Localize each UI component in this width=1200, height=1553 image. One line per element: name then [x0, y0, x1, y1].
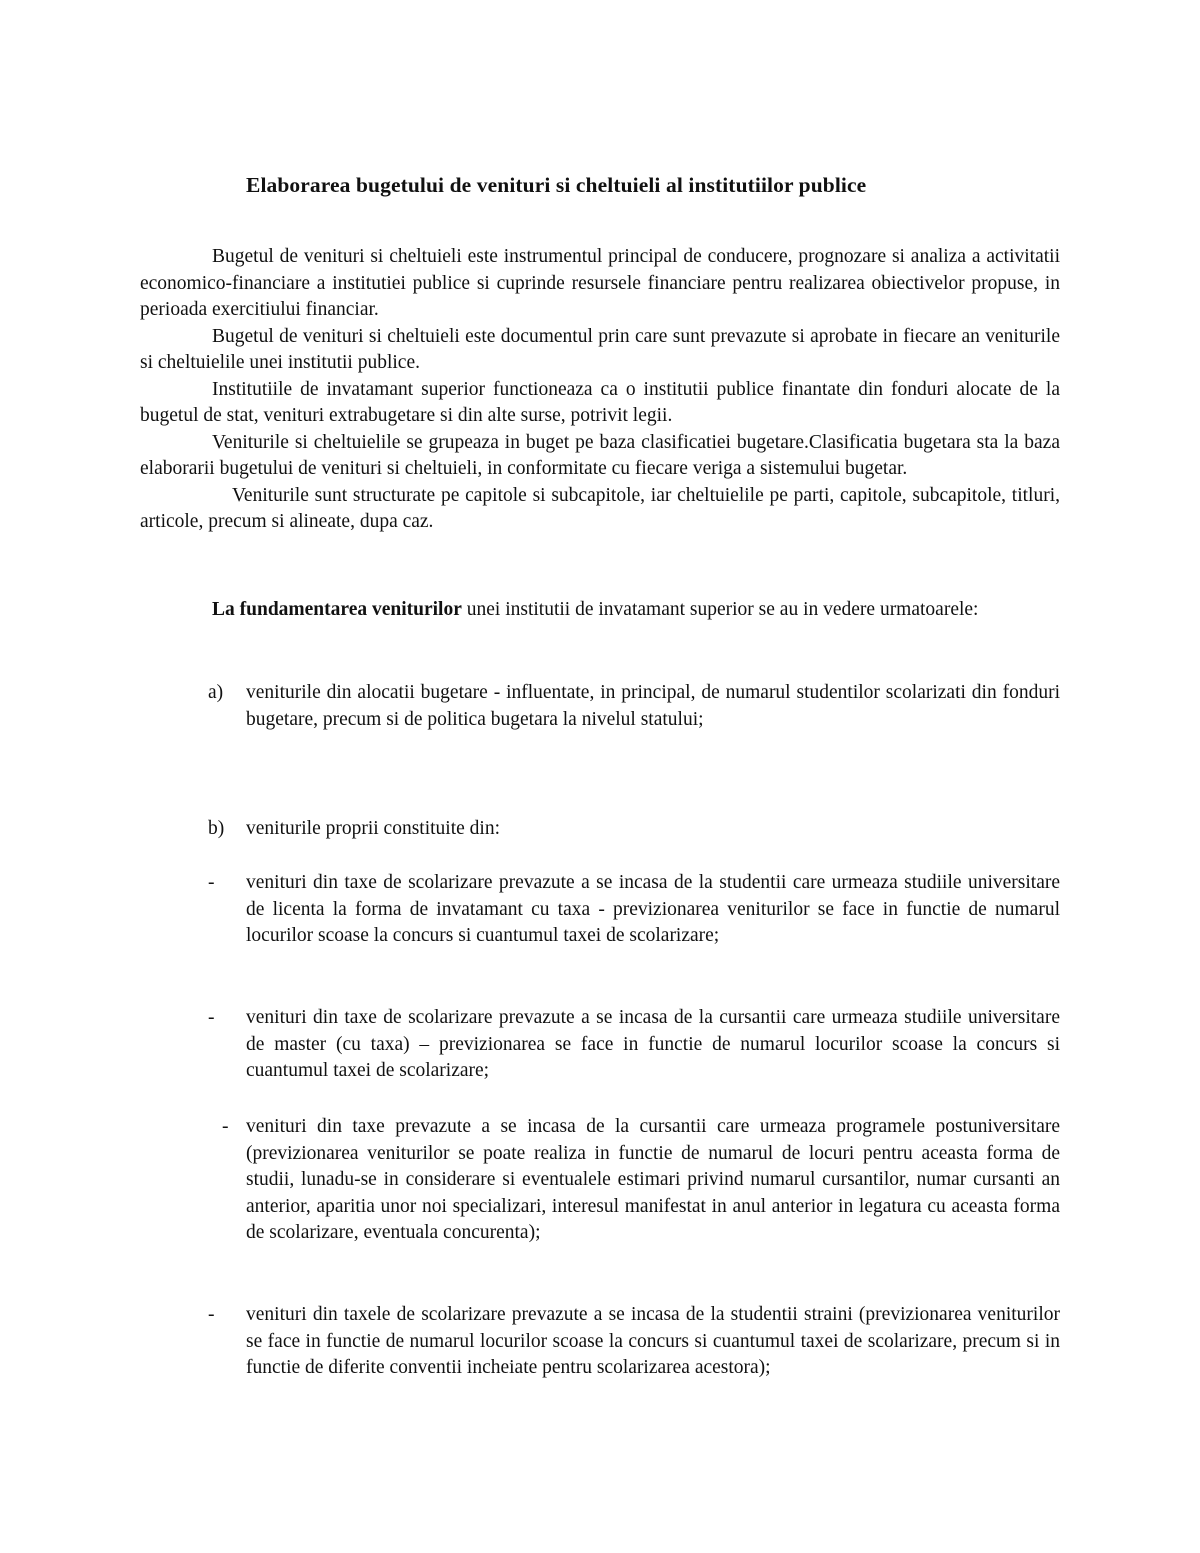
dash-marker: - [208, 872, 215, 893]
dash-marker: - [208, 1304, 215, 1325]
paragraph-budget-definition: Bugetul de venituri si cheltuieli este instrumentul principal de conducere, prognozare si analiza a activitatii economico-financiare a institutiei publice si cuprinde resursele financiare pentru realizarea obiectivelor propuse, in perioada exercitiului financiar. [140, 246, 1060, 320]
fundamentation-block [140, 597, 1060, 624]
list-item-b [208, 816, 1060, 843]
dash-marker: - [208, 1007, 215, 1028]
list-marker-b: b) [208, 818, 225, 839]
dash-text-straini: venituri din taxele de scolarizare prevazute a se incasa de la studentii straini (previzionarea veniturilor se face in functie de numarul locurilor scoase la concurs si cuantumul taxei de scolarizare, precum si in functie de diferite conventii incheiate pentru scolarizarea acestora); [246, 1304, 1060, 1378]
paragraph-classification: Veniturile si cheltuielile se grupeaza in buget pe baza clasificatiei bugetare.Clasificatia bugetara sta la baza elaborarii bugetului de venituri si cheltuieli, in conformitate cu fiecare veriga a sistemului bugetar. [140, 431, 1060, 479]
paragraph-budget-document: Bugetul de venituri si cheltuieli este documentul prin care sunt prevazute si aprobate in fiecare an veniturile si cheltuielile unei institutii publice. [140, 325, 1060, 373]
list-text-b: veniturile proprii constituite din: [246, 818, 500, 839]
paragraph-structure: Veniturile sunt structurate pe capitole si subcapitole, iar cheltuielile pe parti, capitole, subcapitole, titluri, articole, precum si alineate, dupa caz. [140, 484, 1060, 532]
dash-marker: - [222, 1116, 229, 1137]
dash-text-postuniversitar: venituri din taxe prevazute a se incasa de la cursantii care urmeaza programele postuniversitare (previzionarea veniturilor se poate realiza in functie de numarul de locuri pentru aceasta forma de studii, lunadu-se in considerare si eventualele estimari privind numarul cursantilor, numar cursanti an anterior, aparitia unor noi specializari, interesul manifestat in anul anterior in legatura cu aceasta forma de scolarizare, eventuala concurenta); [246, 1116, 1060, 1243]
document-title: Elaborarea bugetului de venituri si cheltuieli al institutiilor publice [246, 173, 867, 197]
list-marker-a: a) [208, 682, 224, 703]
paragraph-fundamentation [140, 597, 1060, 624]
dash-item-licenta [208, 870, 1060, 950]
dash-text-master: venituri din taxe de scolarizare prevazute a se incasa de la cursantii care urmeaza studiile universitare de master (cu taxa) – previzionarea se face in functie de numarul locurilor scoase la concurs si cuantumul taxei de scolarizare; [246, 1007, 1060, 1081]
list-item-a [208, 680, 1060, 733]
dash-item-straini [208, 1302, 1060, 1382]
intro-block [140, 244, 1060, 536]
dash-item-postuniversitar [222, 1114, 1060, 1247]
dash-text-licenta: venituri din taxe de scolarizare prevazute a se incasa de la studentii care urmeaza studiile universitare de licenta la forma de invatamant cu taxa - previzionarea veniturilor se face in functie de numarul locurilor scoase la concurs si cuantumul taxei de scolarizare; [246, 872, 1060, 946]
paragraph-institutions: Institutiile de invatamant superior functioneaza ca o institutii publice finantate din fonduri alocate de la bugetul de stat, venituri extrabugetare si din alte surse, potrivit legii. [140, 378, 1060, 426]
dash-item-master [208, 1005, 1060, 1085]
fundamentation-lead: La fundamentarea veniturilor [212, 599, 462, 620]
list-text-a: veniturile din alocatii bugetare - influentate, in principal, de numarul studentilor scolarizati din fonduri bugetare, precum si de politica bugetara la nivelul statului; [246, 682, 1060, 730]
fundamentation-rest: unei institutii de invatamant superior se au in vedere urmatoarele: [461, 599, 979, 620]
